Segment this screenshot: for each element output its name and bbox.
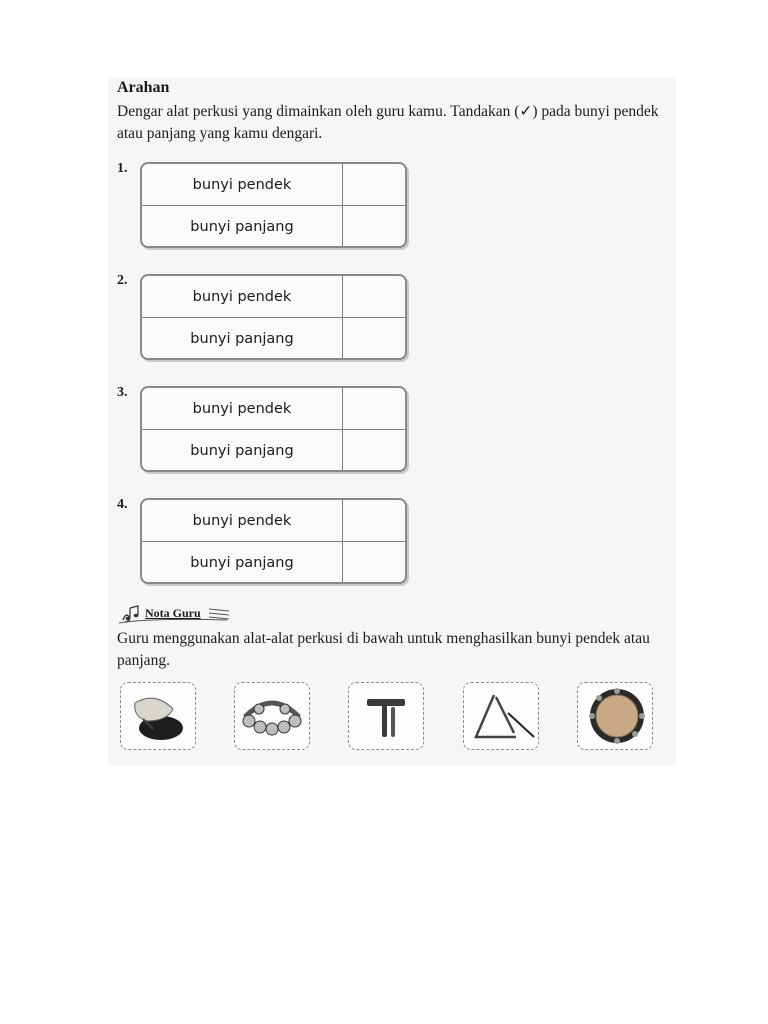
long-sound-tick-cell[interactable] [343, 541, 404, 582]
claves-icon [349, 683, 423, 749]
short-sound-tick-cell[interactable] [343, 500, 404, 541]
instrument-card [120, 682, 196, 750]
short-sound-label: bunyi pendek [192, 176, 292, 193]
tick-column [342, 276, 406, 358]
nota-guru-label: Nota Guru [145, 606, 201, 620]
long-sound-tick-cell[interactable] [343, 317, 404, 358]
short-sound-label: bunyi pendek [192, 288, 292, 305]
nota-guru-text: Guru menggunakan alat-alat perkusi di bawah untuk menghasilkan bunyi pendek atau panjang. [117, 630, 650, 669]
triangle-icon [464, 683, 538, 749]
instrument-card [348, 682, 424, 750]
question-number: 3. [117, 385, 128, 400]
short-sound-tick-cell[interactable] [343, 276, 404, 317]
long-sound-label: bunyi panjang [190, 218, 294, 235]
bell-ring-icon [235, 683, 309, 749]
question-box [140, 498, 407, 584]
short-sound-tick-cell[interactable] [343, 164, 404, 205]
tick-column [342, 388, 406, 470]
instrument-card [463, 682, 539, 750]
long-sound-tick-cell[interactable] [343, 429, 404, 470]
worksheet-heading: Arahan [117, 79, 170, 96]
worksheet-instruction: Dengar alat perkusi yang dimainkan oleh guru kamu. Tandakan (✓) pada bunyi pendek atau panjang yang kamu dengari. [117, 103, 659, 142]
long-sound-tick-cell[interactable] [343, 205, 404, 246]
short-sound-label: bunyi pendek [192, 400, 292, 417]
castanets-icon [121, 683, 195, 749]
question-box [140, 274, 407, 360]
short-sound-label: bunyi pendek [192, 512, 292, 529]
question-box [140, 386, 407, 472]
tambourine-icon [578, 683, 652, 749]
nota-guru-banner [117, 604, 232, 624]
long-sound-label: bunyi panjang [190, 554, 294, 571]
question-number: 4. [117, 497, 128, 512]
tick-column [342, 164, 406, 246]
question-number: 2. [117, 273, 128, 288]
short-sound-tick-cell[interactable] [343, 388, 404, 429]
long-sound-label: bunyi panjang [190, 330, 294, 347]
long-sound-label: bunyi panjang [190, 442, 294, 459]
instrument-card [234, 682, 310, 750]
question-number: 1. [117, 161, 128, 176]
tick-column [342, 500, 406, 582]
instrument-card [577, 682, 653, 750]
question-box [140, 162, 407, 248]
